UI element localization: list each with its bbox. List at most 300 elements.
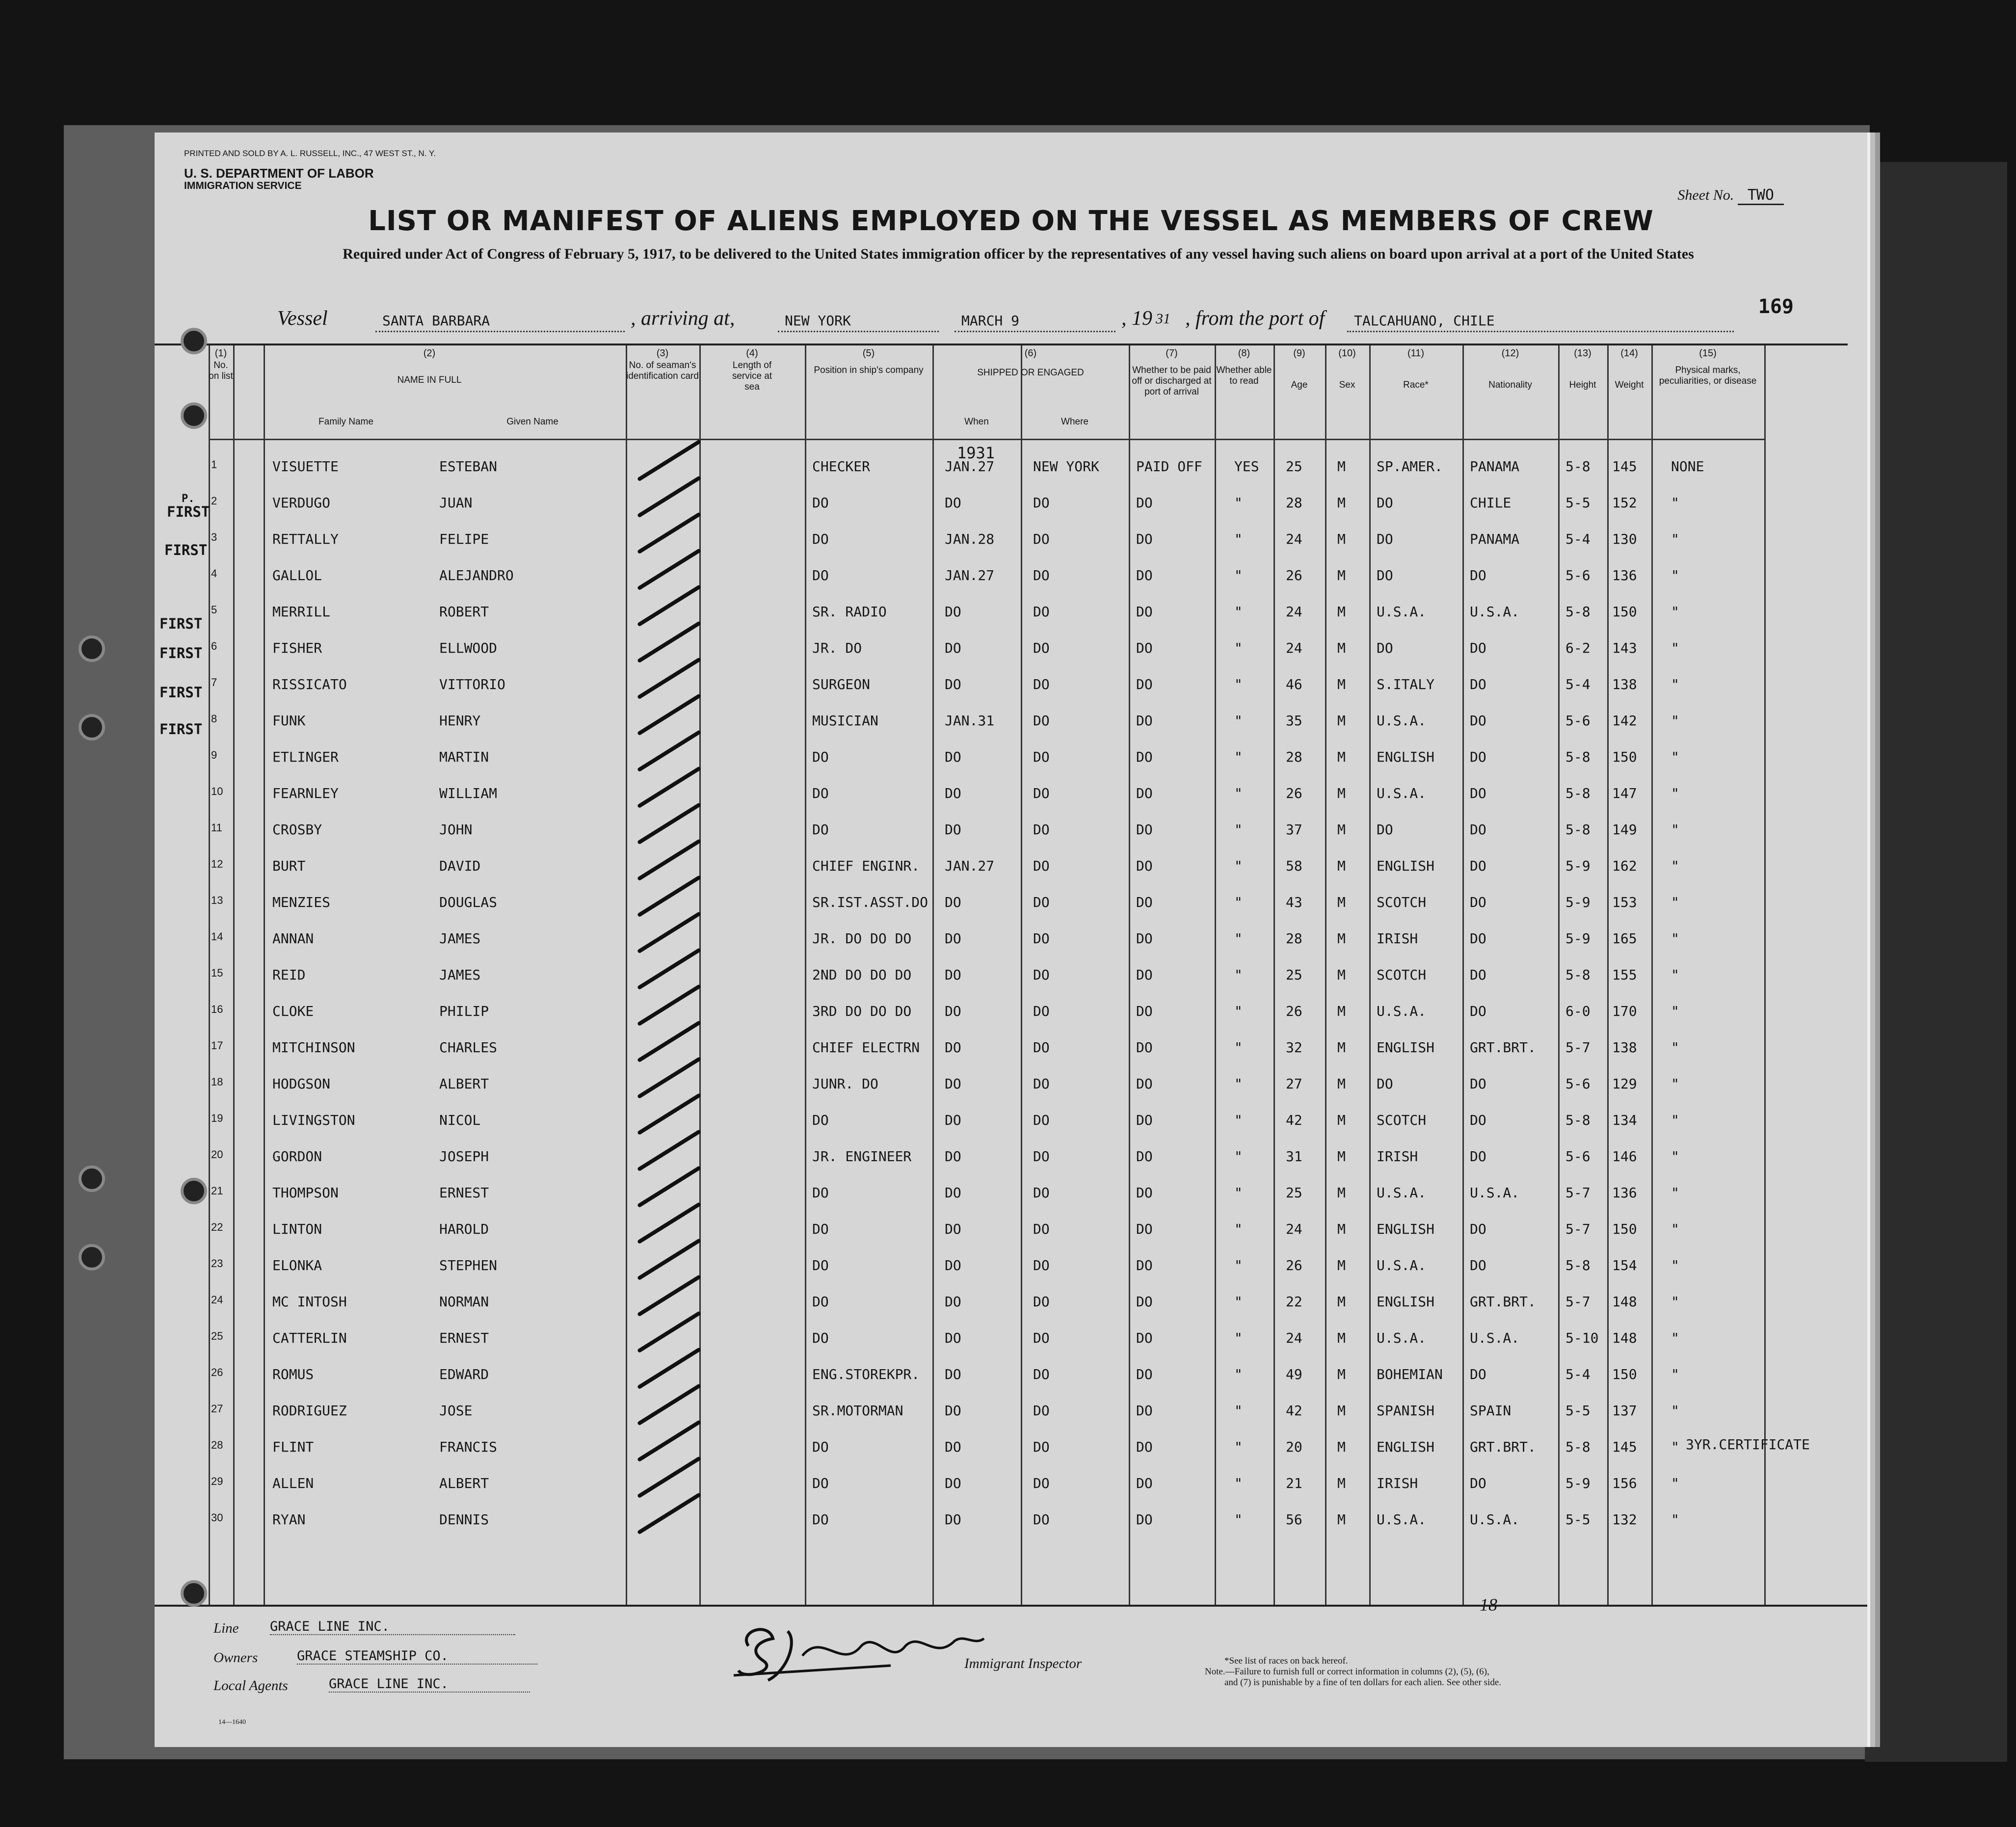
cell-given-name: ALEJANDRO xyxy=(439,567,514,583)
cell-weight: 134 xyxy=(1612,1112,1637,1128)
cell-shipped-where: DO xyxy=(1033,1112,1050,1128)
cell-family-name: MENZIES xyxy=(272,894,331,910)
arriving-label: , arriving at, xyxy=(631,307,735,330)
cell-sex: M xyxy=(1337,640,1346,656)
cell-able-to-read: " xyxy=(1234,1003,1243,1019)
cell-given-name: NORMAN xyxy=(439,1294,489,1310)
cell-race: SCOTCH xyxy=(1377,1112,1427,1128)
form-code: 14—1640 xyxy=(218,1719,246,1726)
id-card-check-mark xyxy=(637,1311,701,1353)
cell-shipped-when: DO xyxy=(945,1039,961,1056)
manifest-sheet xyxy=(155,132,1870,1747)
cell-sex: M xyxy=(1337,1148,1346,1165)
cell-shipped-when: DO xyxy=(945,1403,961,1419)
cell-shipped-where: DO xyxy=(1033,676,1050,692)
cell-given-name: FELIPE xyxy=(439,531,489,547)
cell-shipped-when: DO xyxy=(945,676,961,692)
cell-row-number: 19 xyxy=(211,1112,223,1124)
cell-position: DO xyxy=(812,1475,829,1491)
cell-paid-off: DO xyxy=(1136,1148,1153,1165)
cell-shipped-when: DO xyxy=(945,930,961,947)
cell-row-number: 13 xyxy=(211,894,223,906)
cell-given-name: JAMES xyxy=(439,930,481,947)
cell-physical-marks: " xyxy=(1671,567,1679,583)
cell-shipped-where: DO xyxy=(1033,1403,1050,1419)
cell-paid-off: DO xyxy=(1136,1330,1153,1346)
cell-weight: 156 xyxy=(1612,1475,1637,1491)
cell-race: U.S.A. xyxy=(1377,1185,1427,1201)
cell-family-name: RODRIGUEZ xyxy=(272,1403,347,1419)
header-c13: Height xyxy=(1569,380,1596,390)
cell-race: U.S.A. xyxy=(1377,1257,1427,1273)
cell-nationality: DO xyxy=(1470,1257,1486,1273)
cell-shipped-where: DO xyxy=(1033,858,1050,874)
cell-able-to-read: " xyxy=(1234,967,1243,983)
cell-position: SR.MOTORMAN xyxy=(812,1403,903,1419)
cell-able-to-read: " xyxy=(1234,1366,1243,1382)
cell-nationality: DO xyxy=(1470,1003,1486,1019)
cell-weight: 150 xyxy=(1612,1221,1637,1237)
cell-family-name: GORDON xyxy=(272,1148,322,1165)
cell-given-name: CHARLES xyxy=(439,1039,498,1056)
cell-height: 5-10 xyxy=(1565,1330,1599,1346)
sheet-label: Sheet No. xyxy=(1677,187,1734,203)
cell-paid-off: DO xyxy=(1136,821,1153,838)
cell-nationality: U.S.A. xyxy=(1470,604,1520,620)
cell-paid-off: DO xyxy=(1136,713,1153,729)
punch-hole xyxy=(79,1244,105,1271)
cell-shipped-where: DO xyxy=(1033,1511,1050,1528)
id-card-check-mark xyxy=(637,839,701,881)
cell-row-number: 28 xyxy=(211,1439,223,1451)
cell-race: S.ITALY xyxy=(1377,676,1435,692)
header-c6-num: (6) xyxy=(1024,348,1037,359)
cell-nationality: DO xyxy=(1470,930,1486,947)
cell-physical-marks: " xyxy=(1671,1003,1679,1019)
cell-nationality: CHILE xyxy=(1470,495,1512,511)
cell-given-name: ERNEST xyxy=(439,1330,489,1346)
header-c7-num: (7) xyxy=(1166,348,1178,359)
cell-nationality: DO xyxy=(1470,1148,1486,1165)
cell-age: 20 xyxy=(1286,1439,1302,1455)
cell-given-name: STEPHEN xyxy=(439,1257,498,1273)
cell-row-number: 21 xyxy=(211,1185,223,1197)
header-c13-num: (13) xyxy=(1574,348,1592,359)
cell-shipped-where: DO xyxy=(1033,1148,1050,1165)
cell-shipped-when: DO xyxy=(945,1511,961,1528)
cell-sex: M xyxy=(1337,967,1346,983)
from-port: TALCAHUANO, CHILE xyxy=(1347,313,1734,332)
cell-family-name: CROSBY xyxy=(272,821,322,838)
margin-note: FIRST xyxy=(159,615,203,632)
cell-position: DO xyxy=(812,785,829,801)
cell-height: 5-7 xyxy=(1565,1039,1591,1056)
cell-able-to-read: " xyxy=(1234,713,1243,729)
cell-physical-marks: " xyxy=(1671,640,1679,656)
id-card-check-mark xyxy=(637,1347,701,1389)
cell-sex: M xyxy=(1337,785,1346,801)
cell-row-number: 12 xyxy=(211,858,223,870)
cell-shipped-when: DO xyxy=(945,1294,961,1310)
cell-position: CHIEF ELECTRN xyxy=(812,1039,920,1056)
cell-family-name: MERRILL xyxy=(272,604,331,620)
cell-row-number: 14 xyxy=(211,930,223,943)
cell-physical-marks: " xyxy=(1671,1475,1679,1491)
cell-row-number: 10 xyxy=(211,785,223,797)
id-card-check-mark xyxy=(637,1420,701,1462)
margin-note-pl: P. xyxy=(182,493,195,505)
id-card-check-mark xyxy=(637,439,701,481)
cell-age: 28 xyxy=(1286,749,1302,765)
cell-nationality: DO xyxy=(1470,858,1486,874)
cell-race: U.S.A. xyxy=(1377,713,1427,729)
cell-race: DO xyxy=(1377,640,1393,656)
cell-row-number: 20 xyxy=(211,1148,223,1161)
cell-age: 42 xyxy=(1286,1112,1302,1128)
cell-race: DO xyxy=(1377,531,1393,547)
cell-given-name: EDWARD xyxy=(439,1366,489,1382)
cell-paid-off: DO xyxy=(1136,676,1153,692)
id-card-check-mark xyxy=(637,984,701,1026)
cell-given-name: HENRY xyxy=(439,713,481,729)
cell-shipped-where: DO xyxy=(1033,1003,1050,1019)
id-card-check-mark xyxy=(637,1020,701,1062)
cell-family-name: ALLEN xyxy=(272,1475,314,1491)
cell-physical-marks: " xyxy=(1671,1294,1679,1310)
cell-shipped-when: DO xyxy=(945,1439,961,1455)
cell-sex: M xyxy=(1337,1257,1346,1273)
cell-sex: M xyxy=(1337,894,1346,910)
cell-nationality: DO xyxy=(1470,1366,1486,1382)
header-c10: Sex xyxy=(1339,380,1355,390)
cell-family-name: CATTERLIN xyxy=(272,1330,347,1346)
cell-age: 28 xyxy=(1286,495,1302,511)
cell-physical-marks: " xyxy=(1671,858,1679,874)
header-c14-num: (14) xyxy=(1620,348,1638,359)
department-block xyxy=(184,167,374,192)
cell-nationality: DO xyxy=(1470,1076,1486,1092)
cell-height: 5-5 xyxy=(1565,1403,1591,1419)
cell-able-to-read: " xyxy=(1234,1439,1243,1455)
cell-given-name: JOSE xyxy=(439,1403,473,1419)
cell-row-number: 22 xyxy=(211,1221,223,1233)
cell-given-name: NICOL xyxy=(439,1112,481,1128)
cell-weight: 136 xyxy=(1612,1185,1637,1201)
cell-sex: M xyxy=(1337,713,1346,729)
cell-race: IRISH xyxy=(1377,1475,1418,1491)
cell-row-number: 17 xyxy=(211,1039,223,1052)
id-card-check-mark xyxy=(637,875,701,917)
cell-height: 5-7 xyxy=(1565,1185,1591,1201)
cell-paid-off: DO xyxy=(1136,1221,1153,1237)
header-c4-num: (4) xyxy=(746,348,758,359)
cell-row-number: 11 xyxy=(211,821,222,834)
cell-height: 5-8 xyxy=(1565,1439,1591,1455)
cell-shipped-where: DO xyxy=(1033,1257,1050,1273)
cell-given-name: VITTORIO xyxy=(439,676,505,692)
cell-paid-off: DO xyxy=(1136,1294,1153,1310)
cell-height: 5-8 xyxy=(1565,749,1591,765)
cell-able-to-read: " xyxy=(1234,495,1243,511)
cell-height: 5-9 xyxy=(1565,858,1591,874)
cell-race: DO xyxy=(1377,495,1393,511)
cell-weight: 152 xyxy=(1612,495,1637,511)
cell-sex: M xyxy=(1337,458,1346,475)
cell-shipped-when: DO xyxy=(945,1366,961,1382)
vessel-label: Vessel xyxy=(277,307,328,330)
cell-race: IRISH xyxy=(1377,930,1418,947)
arrival-date: MARCH 9 xyxy=(955,313,1115,332)
note-failure: Note.—Failure to furnish full or correct information in columns (2), (5), (6), xyxy=(1205,1667,1489,1677)
cell-race: ENGLISH xyxy=(1377,858,1435,874)
cell-weight: 136 xyxy=(1612,567,1637,583)
cell-age: 26 xyxy=(1286,1257,1302,1273)
owners-label: Owners xyxy=(213,1650,258,1666)
cell-height: 6-2 xyxy=(1565,640,1591,656)
tally-mark: 18 xyxy=(1480,1595,1497,1615)
cell-given-name: DENNIS xyxy=(439,1511,489,1528)
cell-position: DO xyxy=(812,1439,829,1455)
id-card-check-mark xyxy=(637,911,701,953)
cell-row-number: 5 xyxy=(211,604,217,616)
cell-row-number: 9 xyxy=(211,749,217,761)
cell-nationality: DO xyxy=(1470,713,1486,729)
page-title: LIST OR MANIFEST OF ALIENS EMPLOYED ON THE VESSEL AS MEMBERS OF CREW xyxy=(368,205,1654,237)
cell-family-name: ELONKA xyxy=(272,1257,322,1273)
cell-shipped-when: DO xyxy=(945,1257,961,1273)
cell-sex: M xyxy=(1337,1511,1346,1528)
header-c11: Race* xyxy=(1403,380,1429,390)
cell-height: 5-5 xyxy=(1565,495,1591,511)
cell-nationality: PANAMA xyxy=(1470,531,1520,547)
cell-given-name: DOUGLAS xyxy=(439,894,498,910)
cell-age: 24 xyxy=(1286,1221,1302,1237)
cell-shipped-when: DO xyxy=(945,1330,961,1346)
id-card-check-mark xyxy=(637,657,701,699)
cell-sex: M xyxy=(1337,1366,1346,1382)
department-name: U. S. DEPARTMENT OF LABOR xyxy=(184,166,374,181)
cell-physical-marks: " xyxy=(1671,1112,1679,1128)
cell-row-number: 3 xyxy=(211,531,217,543)
cell-paid-off: DO xyxy=(1136,495,1153,511)
cell-physical-marks: " xyxy=(1671,1257,1679,1273)
cell-able-to-read: " xyxy=(1234,894,1243,910)
cell-family-name: MITCHINSON xyxy=(272,1039,355,1056)
cell-position: JR. DO xyxy=(812,640,862,656)
cell-age: 31 xyxy=(1286,1148,1302,1165)
cell-weight: 148 xyxy=(1612,1330,1637,1346)
cell-able-to-read: " xyxy=(1234,567,1243,583)
cell-physical-marks: NONE xyxy=(1671,458,1704,475)
cell-weight: 170 xyxy=(1612,1003,1637,1019)
cell-nationality: DO xyxy=(1470,1221,1486,1237)
cell-nationality: DO xyxy=(1470,967,1486,983)
arrival-port: NEW YORK xyxy=(778,313,939,332)
cell-family-name: LIVINGSTON xyxy=(272,1112,355,1128)
cell-family-name: CLOKE xyxy=(272,1003,314,1019)
cell-sex: M xyxy=(1337,676,1346,692)
cell-given-name: FRANCIS xyxy=(439,1439,498,1455)
cell-height: 5-8 xyxy=(1565,1257,1591,1273)
cell-sex: M xyxy=(1337,749,1346,765)
id-card-check-mark xyxy=(637,1202,701,1244)
cell-race: ENGLISH xyxy=(1377,1439,1435,1455)
cell-position: DO xyxy=(812,1221,829,1237)
cell-race: ENGLISH xyxy=(1377,1294,1435,1310)
cell-height: 5-8 xyxy=(1565,604,1591,620)
cell-age: 27 xyxy=(1286,1076,1302,1092)
cell-given-name: WILLIAM xyxy=(439,785,498,801)
cell-age: 24 xyxy=(1286,531,1302,547)
header-c2: NAME IN FULL xyxy=(397,375,462,385)
cell-weight: 145 xyxy=(1612,1439,1637,1455)
cell-physical-marks: " xyxy=(1671,531,1679,547)
cell-family-name: REID xyxy=(272,967,306,983)
cell-sex: M xyxy=(1337,1221,1346,1237)
cell-height: 5-8 xyxy=(1565,1112,1591,1128)
cell-height: 5-8 xyxy=(1565,785,1591,801)
cell-able-to-read: " xyxy=(1234,930,1243,947)
cell-height: 5-6 xyxy=(1565,1076,1591,1092)
header-c3-num: (3) xyxy=(656,348,669,359)
cell-family-name: RISSICATO xyxy=(272,676,347,692)
cell-sex: M xyxy=(1337,531,1346,547)
cell-shipped-where: DO xyxy=(1033,640,1050,656)
cell-paid-off: DO xyxy=(1136,749,1153,765)
punch-hole xyxy=(79,714,105,741)
note-races: *See list of races on back hereof. xyxy=(1224,1656,1348,1666)
sheet-value: TWO xyxy=(1738,186,1784,205)
cell-physical-marks: " xyxy=(1671,1039,1679,1056)
cell-age: 56 xyxy=(1286,1511,1302,1528)
cell-age: 24 xyxy=(1286,1330,1302,1346)
cell-row-number: 24 xyxy=(211,1294,223,1306)
cell-age: 21 xyxy=(1286,1475,1302,1491)
binder-edge xyxy=(1865,162,2007,1762)
cell-shipped-when: DO xyxy=(945,1475,961,1491)
cell-position: ENG.STOREKPR. xyxy=(812,1366,920,1382)
cell-weight: 153 xyxy=(1612,894,1637,910)
punch-hole xyxy=(181,402,207,429)
printer-imprint: PRINTED AND SOLD BY A. L. RUSSELL, INC., 47 WEST ST., N. Y. xyxy=(184,149,436,158)
cell-shipped-where: DO xyxy=(1033,894,1050,910)
cell-shipped-when: JAN.27 xyxy=(945,858,995,874)
notes-block xyxy=(1205,1656,1501,1688)
margin-note: FIRST xyxy=(167,503,210,520)
cell-shipped-when: DO xyxy=(945,821,961,838)
cell-family-name: FISHER xyxy=(272,640,322,656)
cell-shipped-when: DO xyxy=(945,640,961,656)
cell-able-to-read: " xyxy=(1234,821,1243,838)
cell-sex: M xyxy=(1337,1294,1346,1310)
inspector-label: Immigrant Inspector xyxy=(964,1656,1082,1671)
cell-able-to-read: " xyxy=(1234,1185,1243,1201)
cell-row-number: 4 xyxy=(211,567,217,580)
cell-shipped-where: DO xyxy=(1033,604,1050,620)
cell-shipped-when: DO xyxy=(945,967,961,983)
cell-position: SR. RADIO xyxy=(812,604,887,620)
cell-row-number: 2 xyxy=(211,495,217,507)
cell-shipped-where: DO xyxy=(1033,1076,1050,1092)
cell-able-to-read: " xyxy=(1234,1112,1243,1128)
cell-able-to-read: " xyxy=(1234,1257,1243,1273)
crew-table xyxy=(155,344,1848,1607)
id-card-check-mark xyxy=(637,1057,701,1099)
cell-weight: 138 xyxy=(1612,676,1637,692)
cell-shipped-where: DO xyxy=(1033,785,1050,801)
cell-weight: 165 xyxy=(1612,930,1637,947)
agents-label: Local Agents xyxy=(213,1678,288,1694)
cell-nationality: SPAIN xyxy=(1470,1403,1512,1419)
cell-nationality: U.S.A. xyxy=(1470,1511,1520,1528)
margin-note: FIRST xyxy=(159,684,203,701)
cell-sex: M xyxy=(1337,1475,1346,1491)
cell-weight: 130 xyxy=(1612,531,1637,547)
cell-height: 5-5 xyxy=(1565,1511,1591,1528)
cell-family-name: THOMPSON xyxy=(272,1185,339,1201)
cell-physical-marks: " xyxy=(1671,1403,1679,1419)
punch-hole xyxy=(181,1580,207,1607)
id-card-check-mark xyxy=(637,1383,701,1426)
sheet-number xyxy=(1677,186,1784,204)
cell-physical-marks: " xyxy=(1671,749,1679,765)
cell-shipped-where: DO xyxy=(1033,1366,1050,1382)
cell-position: DO xyxy=(812,531,829,547)
cell-weight: 143 xyxy=(1612,640,1637,656)
page-number: 169 xyxy=(1758,295,1794,318)
cell-weight: 132 xyxy=(1612,1511,1637,1528)
id-card-check-mark xyxy=(637,1456,701,1498)
cell-race: SP.AMER. xyxy=(1377,458,1443,475)
cell-row-number: 30 xyxy=(211,1511,223,1524)
cell-position: CHIEF ENGINR. xyxy=(812,858,920,874)
cell-race: IRISH xyxy=(1377,1148,1418,1165)
cell-race: SPANISH xyxy=(1377,1403,1435,1419)
cell-sex: M xyxy=(1337,604,1346,620)
cell-nationality: GRT.BRT. xyxy=(1470,1294,1536,1310)
cell-nationality: DO xyxy=(1470,640,1486,656)
cell-height: 5-6 xyxy=(1565,1148,1591,1165)
cell-shipped-where: DO xyxy=(1033,1039,1050,1056)
cell-position: JUNR. DO xyxy=(812,1076,878,1092)
cell-family-name: MC INTOSH xyxy=(272,1294,347,1310)
cell-family-name: HODGSON xyxy=(272,1076,331,1092)
cell-given-name: ERNEST xyxy=(439,1185,489,1201)
cell-nationality: DO xyxy=(1470,676,1486,692)
punch-hole xyxy=(181,328,207,354)
cell-sex: M xyxy=(1337,930,1346,947)
header-c1-num: (1) xyxy=(214,348,227,359)
cell-sex: M xyxy=(1337,495,1346,511)
cell-height: 5-4 xyxy=(1565,531,1591,547)
cell-paid-off: DO xyxy=(1136,1003,1153,1019)
cell-physical-marks: " xyxy=(1671,1076,1679,1092)
cell-weight: 150 xyxy=(1612,604,1637,620)
cell-family-name: ROMUS xyxy=(272,1366,314,1382)
cell-given-name: JAMES xyxy=(439,967,481,983)
cell-able-to-read: " xyxy=(1234,1039,1243,1056)
header-given-name: Given Name xyxy=(506,417,558,427)
agents-value: GRACE LINE INC. xyxy=(329,1676,530,1693)
cell-shipped-where: DO xyxy=(1033,930,1050,947)
cell-paid-off: DO xyxy=(1136,967,1153,983)
cell-race: ENGLISH xyxy=(1377,749,1435,765)
cell-sex: M xyxy=(1337,1003,1346,1019)
cell-able-to-read: " xyxy=(1234,604,1243,620)
id-card-check-mark xyxy=(637,948,701,990)
cell-physical-marks: " xyxy=(1671,1148,1679,1165)
service-name: IMMIGRATION SERVICE xyxy=(184,180,302,191)
